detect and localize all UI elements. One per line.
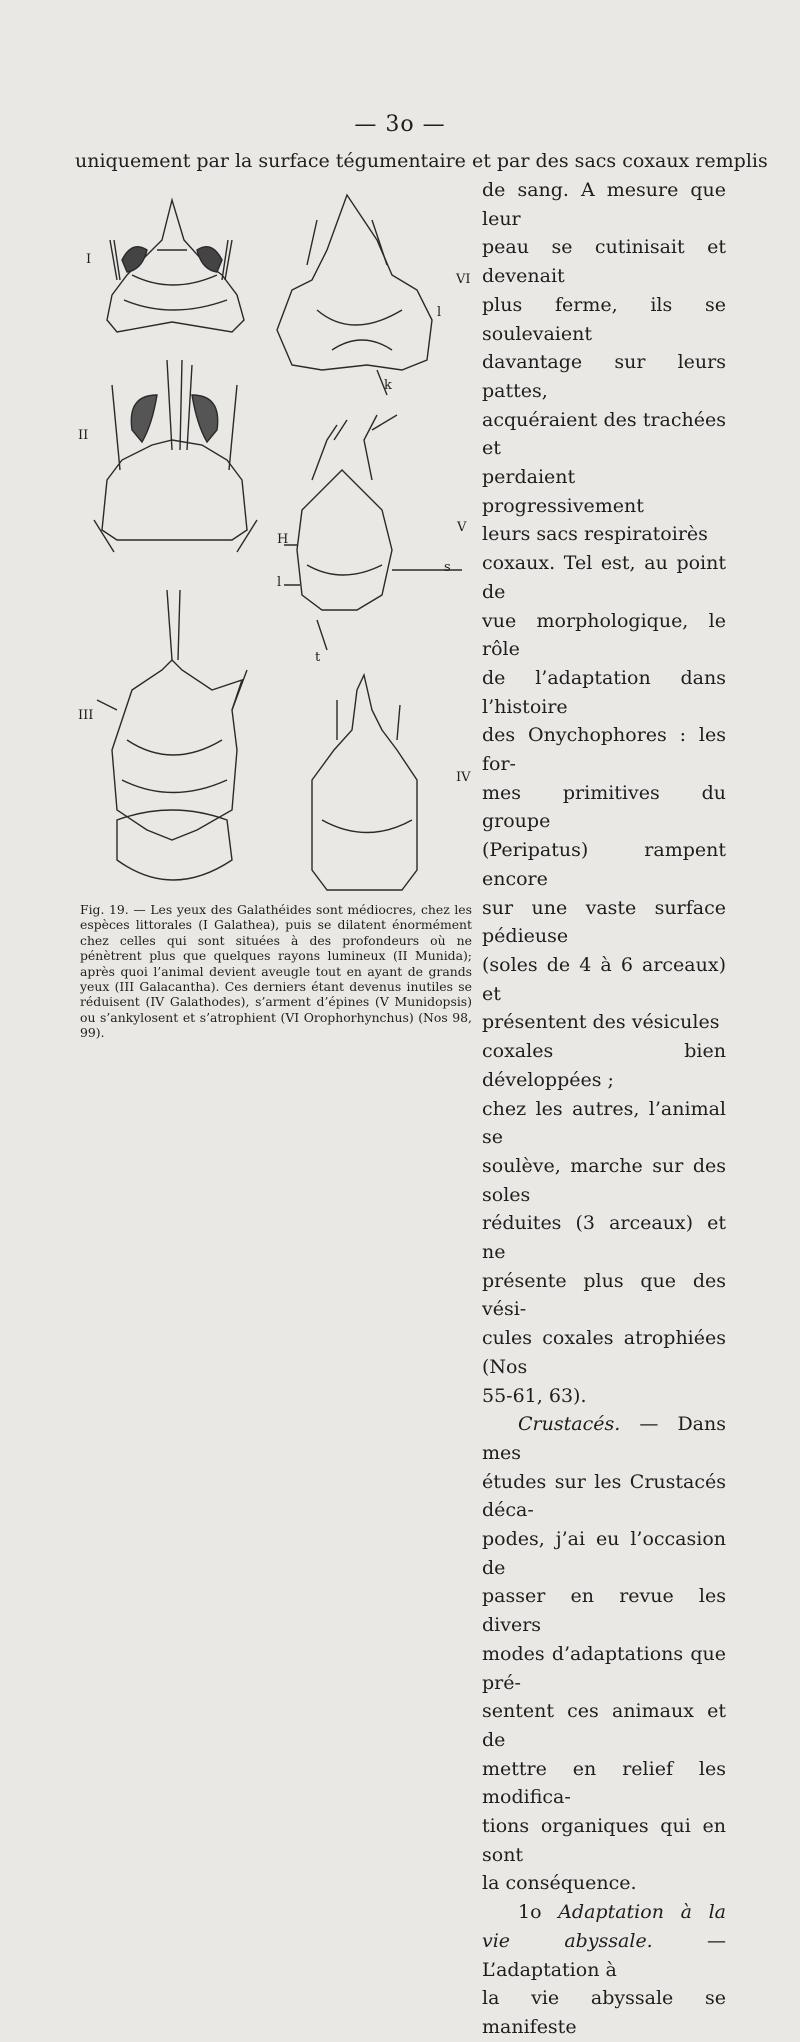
column-line: la conséquence. xyxy=(482,1872,637,1895)
figure-galatheides xyxy=(72,180,472,900)
figure-letter-l-v: l xyxy=(277,575,282,590)
column-line: acquéraient des trachées et xyxy=(482,408,726,460)
figure-drawings xyxy=(72,180,472,900)
figure-label-iii: III xyxy=(78,708,94,723)
drawing-vi-orophorhynchus xyxy=(277,195,432,395)
column-line: la vie abyssale se manifeste xyxy=(482,1987,726,2038)
figure-label-iv: IV xyxy=(456,770,471,785)
figure-letter-h: H xyxy=(277,532,289,547)
column-line: cules coxales atrophiées (Nos xyxy=(482,1327,726,1378)
column-line: Dans mes xyxy=(482,1413,726,1464)
figure-label-vi: VI xyxy=(456,272,471,287)
abyssale-heading-line: 1o Adaptation à la vie abyssale. — L’adaptation à xyxy=(482,1901,726,1981)
column-line: mes primitives du groupe xyxy=(482,781,726,833)
column-line: mettre en relief les modifica- xyxy=(482,1757,726,1809)
figure-label-i: I xyxy=(86,252,92,267)
column-line: leurs sacs respiratoirès xyxy=(482,523,708,546)
column-line: modes d’adaptations que pré- xyxy=(482,1642,726,1694)
page-number: — 3o — xyxy=(354,112,446,137)
crustaces-heading-line: Crustacés. — Dans mes xyxy=(482,1413,726,1464)
drawing-ii-munida xyxy=(94,360,257,552)
column-line: études sur les Crustacés déca- xyxy=(482,1470,726,1522)
figure-letter-s: s xyxy=(444,560,451,575)
top-line: uniquement par la surface tégumentaire et par des sacs coxaux remplis xyxy=(75,150,768,172)
column-line: de sang. A mesure que leur xyxy=(482,179,726,230)
figure-label-ii: II xyxy=(78,428,89,443)
drawing-iv-galathodes xyxy=(312,675,417,890)
abyssale-number: 1o xyxy=(518,1901,542,1924)
drawing-iii-galacantha xyxy=(97,590,247,880)
crustaces-title: Crustacés. xyxy=(518,1413,621,1436)
figure-letter-t: t xyxy=(315,650,321,665)
abyssale-title: Adaptation à la vie abyssale. xyxy=(482,1901,726,1952)
column-line: chez les autres, l’animal se xyxy=(482,1097,726,1149)
figure-letter-l-vi: l xyxy=(437,305,442,320)
column-line: sur une vaste surface pédieuse xyxy=(482,896,726,948)
column-line: davantage sur leurs pattes, xyxy=(482,351,726,402)
caption-text: Fig. 19. — Les yeux des Galathéides sont médiocres, chez les espèces littorales (I Galathea), puis se dilatent énormément chez celles qui sont situées à des profondeurs où ne pénètrent plus que quelques rayons lumineux (II Munida); après quoi l’animal devient aveugle tout en ayant de grands yeux (III Galacantha). Ces derniers étant devenus inutiles se réduisent (IV Galathodes), s’arment d’épines (V Munidopsis) ou s’ankylosent et s’atrophient (VI Orophorhynchus) (Nos 98, 99). xyxy=(80,902,472,1041)
column-line: vue morphologique, le rôle xyxy=(482,609,726,661)
column-line: réduites (3 arceaux) et ne xyxy=(482,1212,726,1264)
column-line: présente plus que des vési- xyxy=(482,1269,726,1321)
column-line: tions organiques qui en sont xyxy=(482,1815,726,1866)
column-line: de l’adaptation dans l’histoire xyxy=(482,666,726,718)
column-line: présentent des vésicules xyxy=(482,1011,720,1034)
column-line: plus ferme, ils se soulevaient xyxy=(482,293,726,345)
column-line: sentent ces animaux et de xyxy=(482,1700,726,1751)
column-line: soulève, marche sur des soles xyxy=(482,1154,726,1206)
drawing-v-munidopsis xyxy=(284,415,462,650)
column-line: L’adaptation à xyxy=(482,1958,617,1981)
figure-label-v: V xyxy=(457,520,467,535)
column-line: (soles de 4 à 6 arceaux) et xyxy=(482,953,726,1005)
column-line: passer en revue les divers xyxy=(482,1585,726,1637)
figure-caption xyxy=(80,902,472,1041)
column-line: coxales bien développées ; xyxy=(482,1040,726,1091)
column-line: perdaient progressivement xyxy=(482,466,644,517)
drawing-i-galathea xyxy=(107,200,244,332)
figure-letter-k: k xyxy=(384,378,392,393)
right-text-column xyxy=(482,176,726,2042)
column-line: coxaux. Tel est, au point de xyxy=(482,552,726,603)
column-line: (Peripatus) rampent encore xyxy=(482,839,726,890)
column-line: podes, j’ai eu l’occasion de xyxy=(482,1528,726,1579)
column-line: 55-61, 63). xyxy=(482,1384,587,1407)
column-line: des Onychophores : les for- xyxy=(482,724,726,776)
column-line: peau se cutinisait et devenait xyxy=(482,236,726,288)
